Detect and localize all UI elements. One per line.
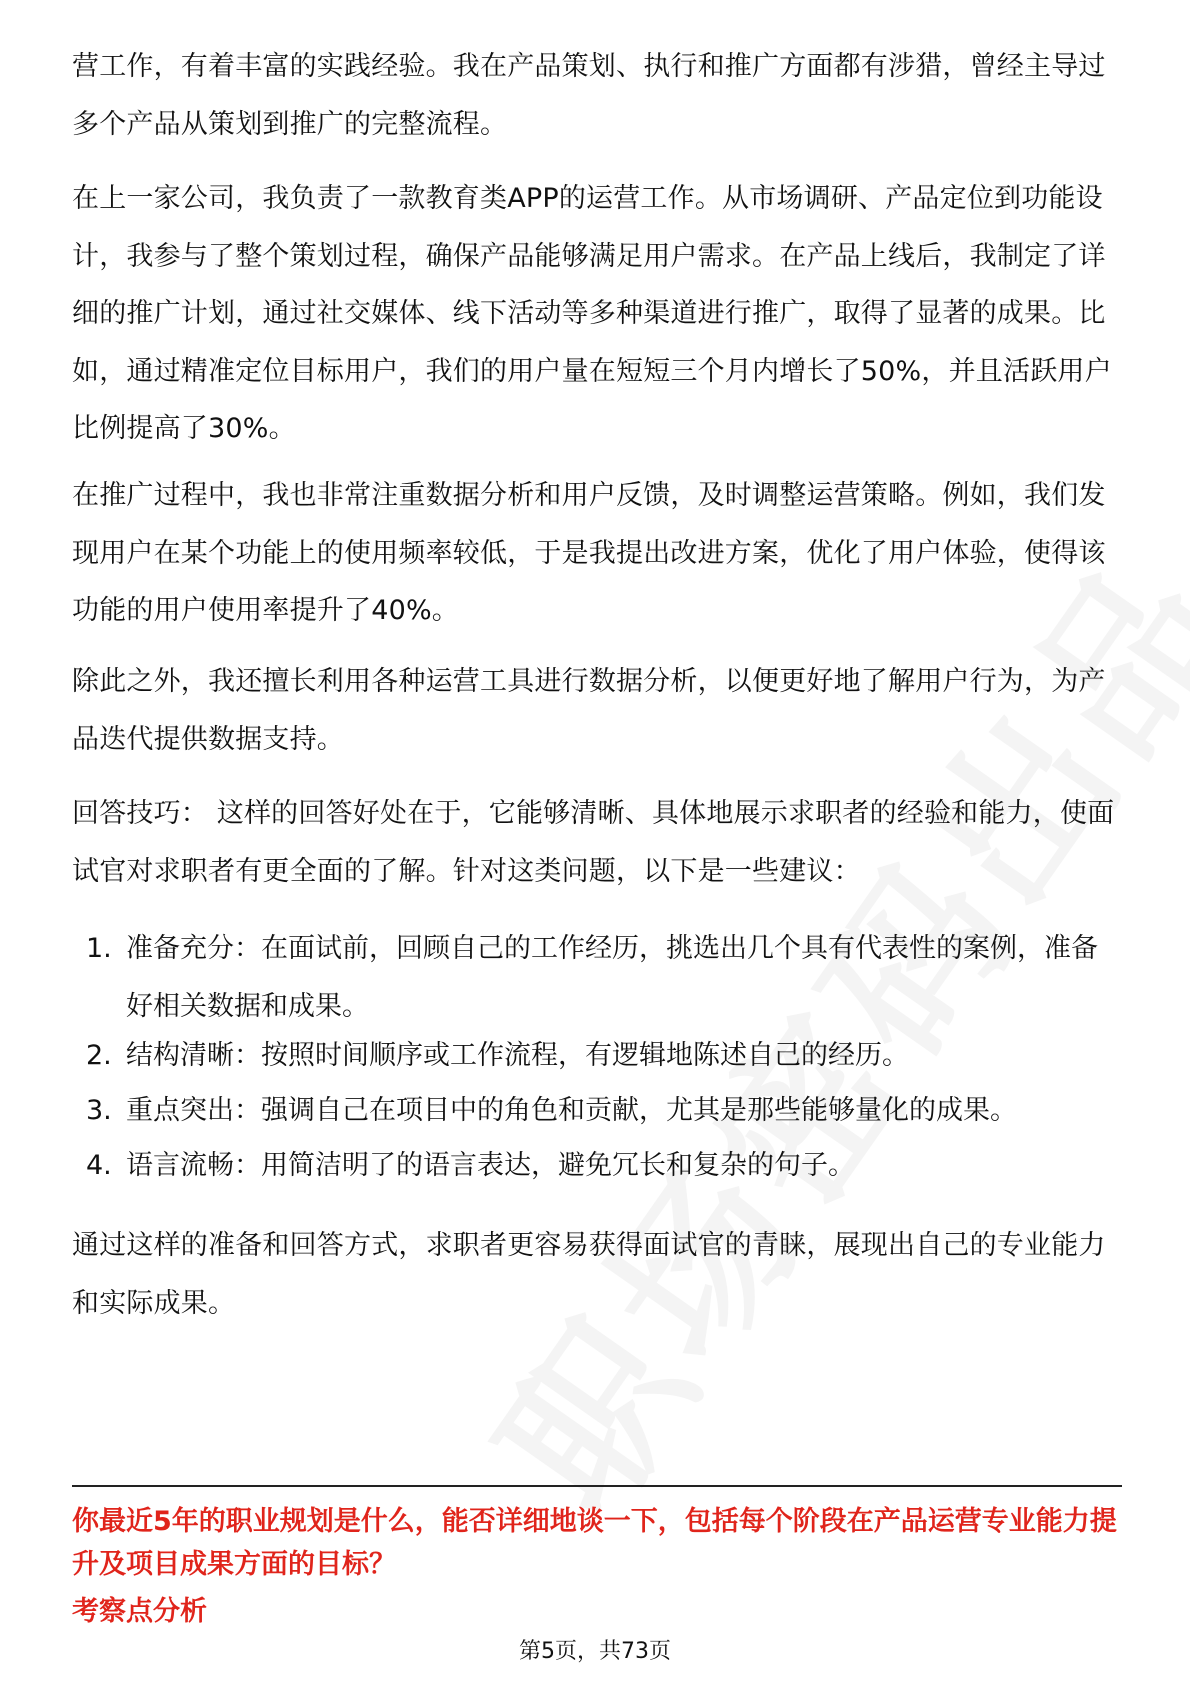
list-text: 语言流畅：用简洁明了的语言表达，避免冗长和复杂的句子。: [126, 1150, 855, 1181]
list-number: 1.: [86, 933, 112, 964]
closing-paragraph: 通过这样的准备和回答方式，求职者更容易获得面试官的青睐，展现出自己的专业能力和实际成果。: [72, 1230, 1106, 1319]
list-number: 2.: [86, 1040, 112, 1071]
paragraph: 营工作，有着丰富的实践经验。我在产品策划、执行和推广方面都有涉猎，曾经主导过多个产品从策划到推广的完整流程。: [72, 51, 1106, 140]
list-text: 准备充分：在面试前，回顾自己的工作经历，挑选出几个具有代表性的案例，准备好相关数据和成果。: [126, 933, 1098, 1022]
paragraph: 在推广过程中，我也非常注重数据分析和用户反馈，及时调整运营策略。例如，我们发现用户在某个功能上的使用频率较低，于是我提出改进方案，优化了用户体验，使得该功能的用户使用率提升了40%。: [72, 480, 1106, 626]
list-number: 3.: [86, 1095, 112, 1126]
paragraph: 在上一家公司，我负责了一款教育类APP的运营工作。从市场调研、产品定位到功能设计，我参与了整个策划过程，确保产品能够满足用户需求。在产品上线后，我制定了详细的推广计划，通过社交媒体、线下活动等多种渠道进行推广，取得了显著的成果。比如，通过精准定位目标用户，我们的用户量在短短三个月内增长了50%，并且活跃用户比例提高了30%。: [72, 183, 1112, 444]
section-heading: 考察点分析: [72, 1596, 207, 1627]
paragraph: 除此之外，我还擅长利用各种运营工具进行数据分析，以便更好地了解用户行为，为产品迭代提供数据支持。: [72, 666, 1106, 755]
divider: [72, 1485, 1122, 1487]
list-text: 重点突出：强调自己在项目中的角色和贡献，尤其是那些能够量化的成果。: [126, 1095, 1017, 1126]
tips-intro-paragraph: 回答技巧： 这样的回答好处在于，它能够清晰、具体地展示求职者的经验和能力，使面试官对求职者有更全面的了解。针对这类问题，以下是一些建议：: [72, 798, 1115, 887]
list-text: 结构清晰：按照时间顺序或工作流程，有逻辑地陈述自己的经历。: [126, 1040, 909, 1071]
list-number: 4.: [86, 1150, 112, 1181]
interview-question: 你最近5年的职业规划是什么，能否详细地谈一下，包括每个阶段在产品运营专业能力提升及项目成果方面的目标？: [72, 1506, 1117, 1580]
page-number: 第5页，共73页: [519, 1639, 671, 1664]
